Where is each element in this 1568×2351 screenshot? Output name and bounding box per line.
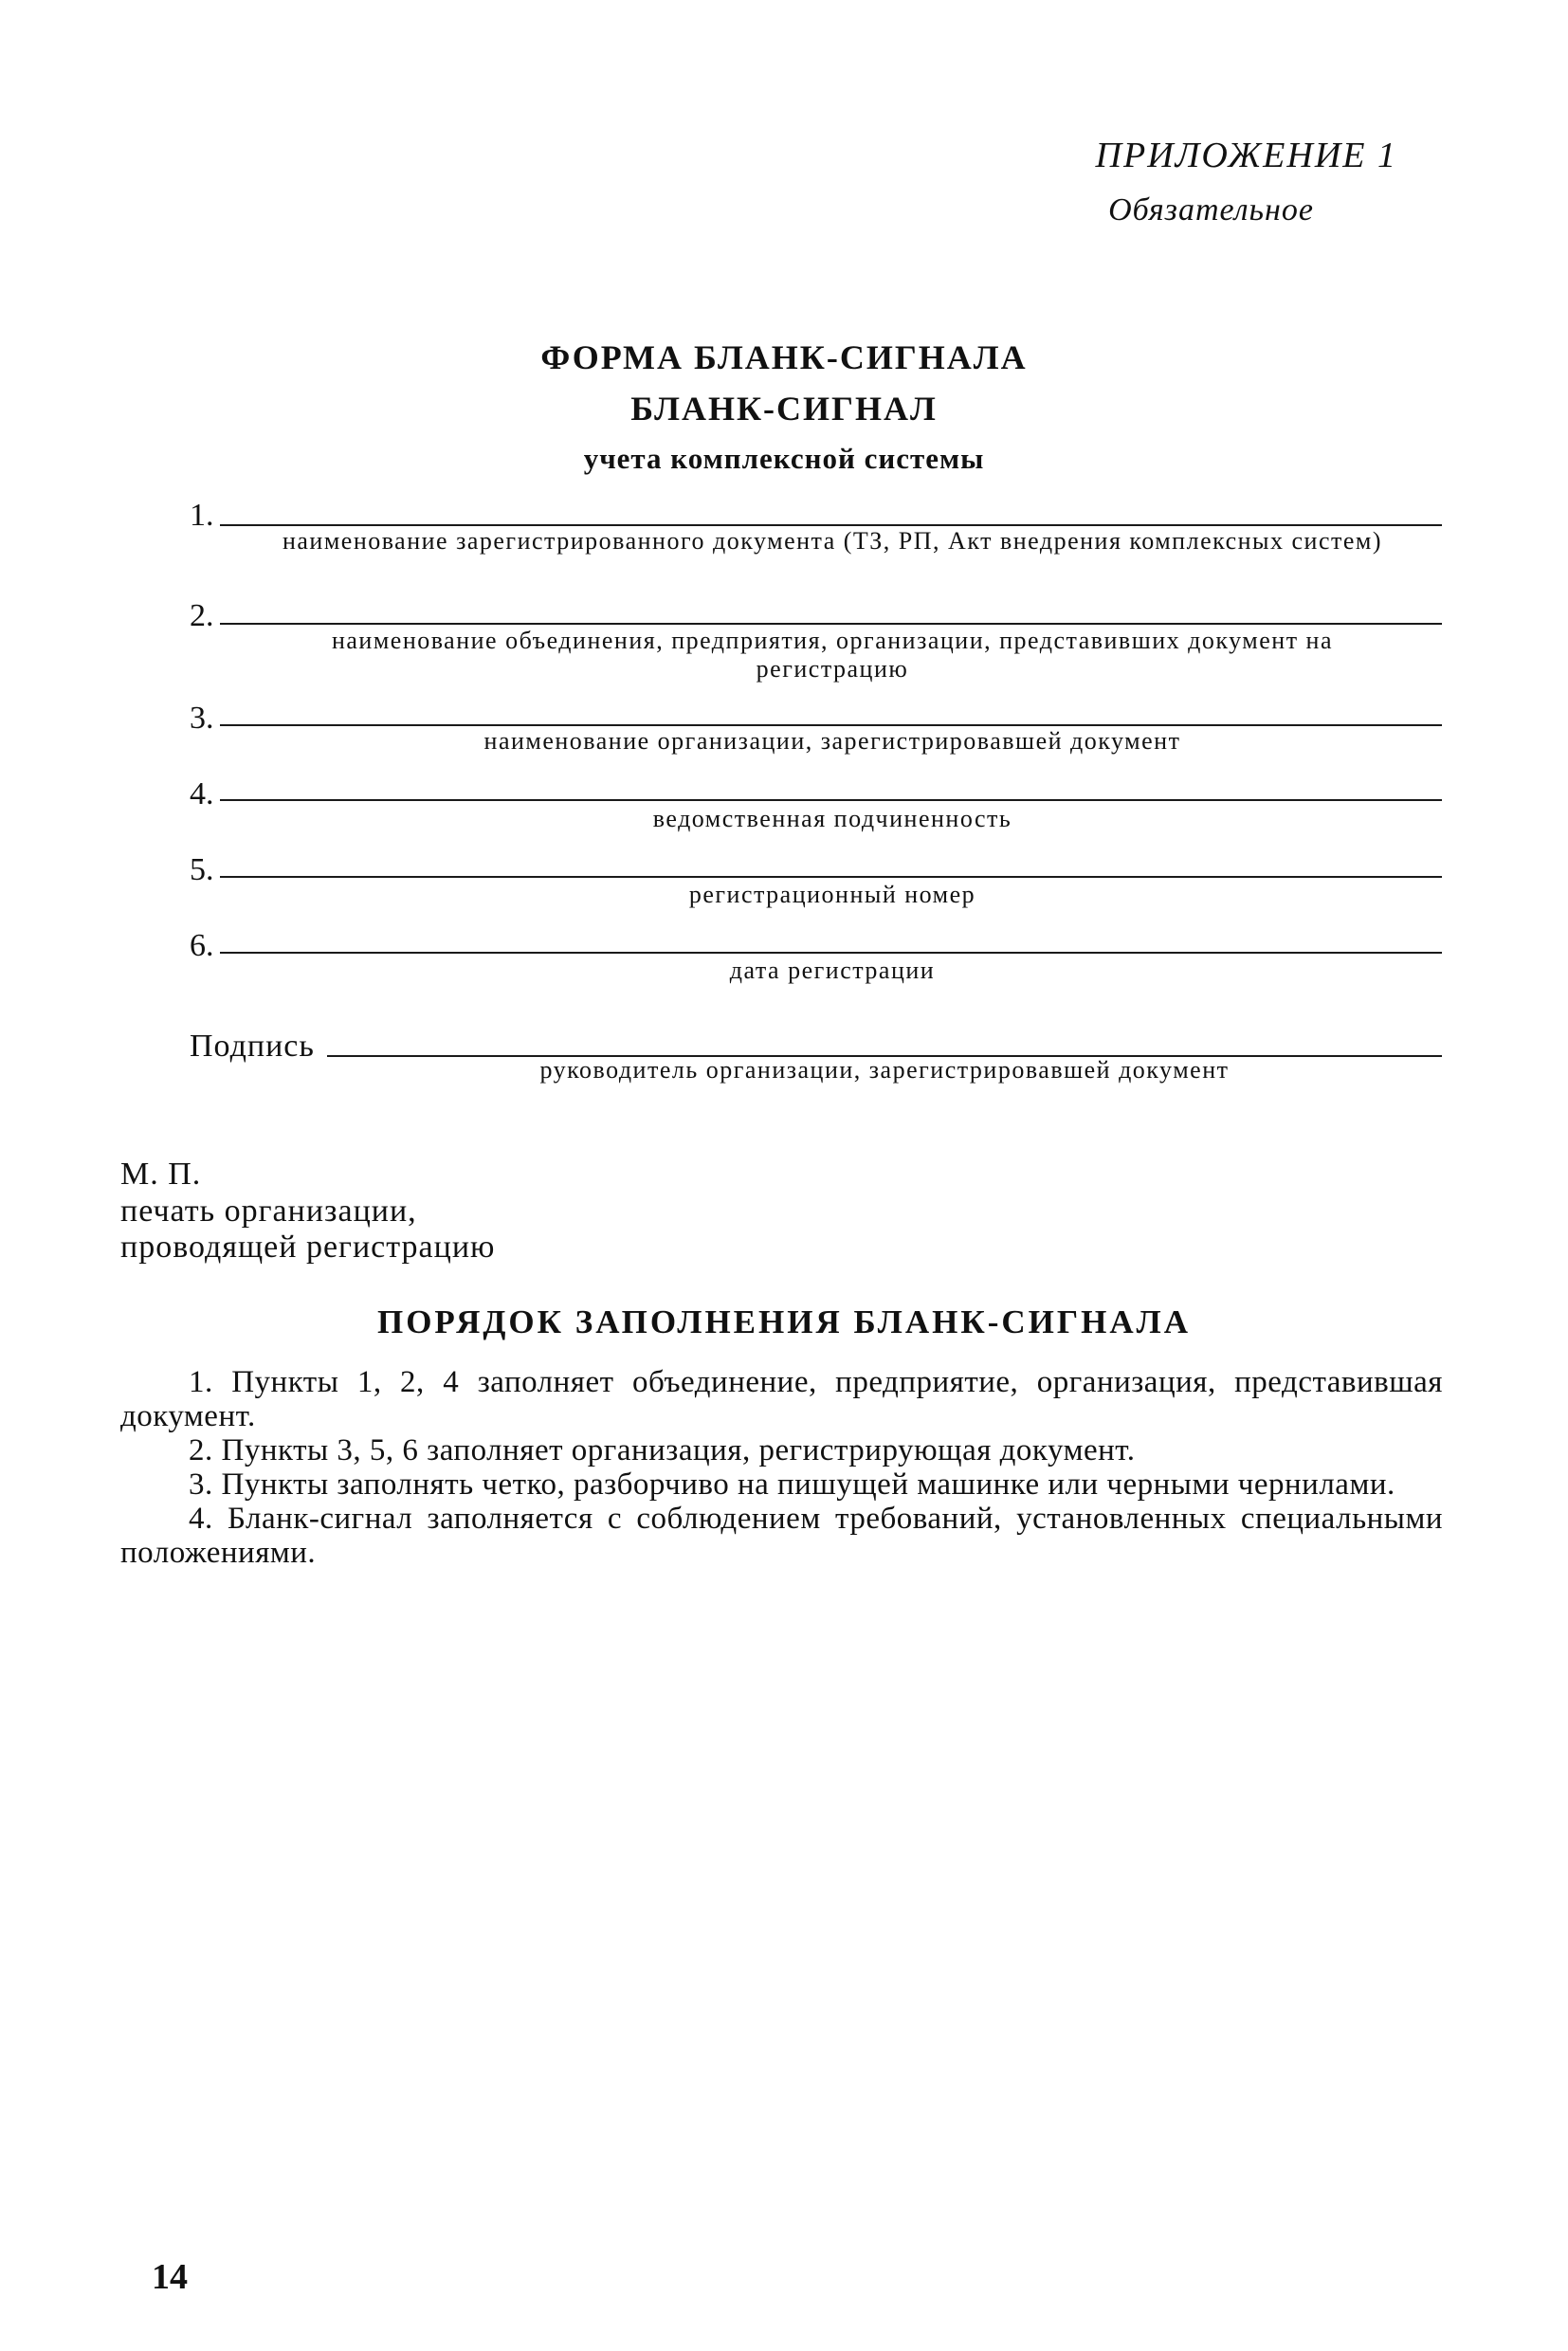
field-3-number: 3. [190,701,214,736]
procedure-item-3: 3. Пункты заполнять четко, разборчиво на пишущей машинке или черными чернилами. [189,1467,1395,1502]
field-4-caption: ведомственная подчиненность [652,805,1012,832]
field-1-number: 1. [190,498,214,533]
stamp-caption-line1: печать организации, [120,1194,417,1229]
field-5-caption: регистрационный номер [688,881,976,908]
form-title: ФОРМА БЛАНК-СИГНАЛА [540,338,1028,376]
stamp-mark: М. П. [120,1157,202,1192]
appendix-title: ПРИЛОЖЕНИЕ 1 [1095,136,1397,175]
field-3-caption: наименование организации, зарегистрировавшей документ [483,727,1181,755]
form-purpose: учета комплексной системы [583,442,985,475]
field-2-number: 2. [190,598,214,633]
signature-caption: руководитель организации, зарегистрировавшей документ [539,1056,1230,1084]
field-1-caption: наименование зарегистрированного документа (ТЗ, РП, Акт внедрения комплексных систем) [282,527,1383,555]
procedure-list [120,1365,1443,1570]
field-5-number: 5. [190,852,214,887]
procedure-item-2: 2. Пункты 3, 5, 6 заполняет организация, регистрирующая документ. [189,1433,1136,1467]
field-5-line[interactable] [220,876,1442,878]
field-2-caption: наименование объединения, предприятия, организации, представивших документ на регистрацию [331,627,1334,683]
field-6-line[interactable] [220,952,1442,954]
page-number: 14 [152,2257,188,2297]
procedure-item-4: 4. Бланк-сигнал заполняется с соблюдением требований, установленных специальными положениями. [120,1502,1443,1570]
field-6-number: 6. [190,928,214,963]
field-6-caption: дата регистрации [729,957,936,984]
stamp-caption-line2: проводящей регистрацию [120,1230,496,1265]
field-2-line[interactable] [220,623,1442,625]
signature-label: Подпись [190,1029,315,1064]
field-4-number: 4. [190,776,214,811]
field-1-line[interactable] [220,524,1442,526]
procedure-title: ПОРЯДОК ЗАПОЛНЕНИЯ БЛАНК-СИГНАЛА [376,1303,1191,1340]
procedure-item-1: 1. Пункты 1, 2, 4 заполняет объединение, предприятие, организация, представившая документ. [120,1365,1443,1433]
field-3-line[interactable] [220,724,1442,726]
appendix-status: Обязательное [1108,192,1314,228]
field-4-line[interactable] [220,799,1442,801]
form-subtitle: БЛАНК-СИГНАЛ [630,390,938,428]
